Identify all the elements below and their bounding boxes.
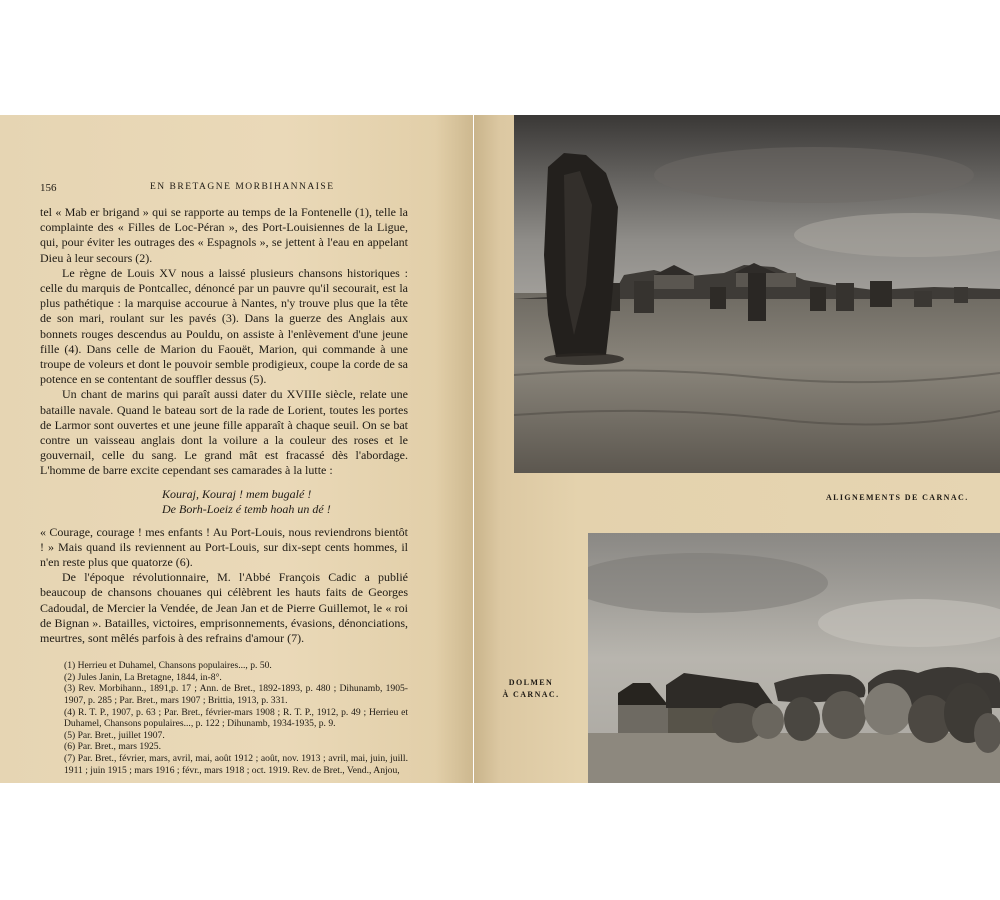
photo-caption: ALIGNEMENTS DE CARNAC. [826, 493, 969, 502]
body-text [40, 205, 408, 776]
book-spread [0, 115, 1000, 783]
dolmen-photo [588, 533, 1000, 783]
paragraph: Le règne de Louis XV nous a laissé plusieurs chansons historiques : celle du marquis de Pontcallec, dénoncé par un pauvre qu'il secourait, est la plus pathétique : la marquise accourue à Nantes, n'y trouve plus que la tête de son mari, roulant sur les pavés (3). Dans la guerze des Anglais aux bonnets rouges descendus au Pouldu, on assiste à l'enlèvement d'une jeune fille (4). Dans celle de Marion du Faouët, Marion, qui commande à une troupe de voleurs et dont le pouvoir semble prodigieux, coupe la corde de sa potence en se contentant de souffler dessus (5). [40, 265, 408, 387]
paragraph: De l'époque révolutionnaire, M. l'Abbé François Cadic a publié beaucoup de chansons chouanes qui célèbrent les hauts faits de Georges Cadoudal, de Mercier la Vendée, de Jean Jan et de Pierre Guillemot, le « roi de Bignan ». Batailles, victoires, emprisonnements, évasions, dénonciations, meurtres, sont mêlés parfois à des refrains d'amour (7). [40, 570, 408, 646]
verse [162, 487, 408, 517]
footnote: (5) Par. Bret., juillet 1907. [64, 729, 165, 741]
footnote: (7) Par. Bret., février, mars, avril, mai, août 1912 ; août, nov. 1913 ; avril, mai, juin, juill. 1911 ; juin 1915 ; mars 1916 ; févr., mars 1918 ; oct. 1919. Rev. de Bret., Vend., Anjou, [64, 753, 408, 776]
footnote: (1) Herrieu et Duhamel, Chansons populaires..., p. 50. [64, 660, 272, 672]
footnote: (4) R. T. P., 1907, p. 63 ; Par. Bret., février-mars 1908 ; R. T. P., 1912, p. 49 ; Herrieu et Duhamel, Chansons populaires..., p. 122 ; Dihunamb, 1934-1935, p. 9. [64, 706, 408, 730]
caption-line: À CARNAC. [502, 690, 560, 699]
verse-line: De Borh-Loeiz é temb hoah un dé ! [162, 501, 331, 516]
paragraph: Un chant de marins qui paraît aussi dater du XVIIIe siècle, relate une bataille navale. Quand le bateau sort de la rade de Lorient, toutes les portes de Larmor sont ouvertes et une jeune fille apparaît à chaque seuil. On se bat contre un vaisseau anglais dont la voilure a la couleur des roses et le gouvernail, celle du sang. Le grand mât est fracassé dès l'abordage. L'homme de barre excite cependant ses camarades à la lutte : [40, 387, 408, 478]
running-title: EN BRETAGNE MORBIHANNAISE [150, 182, 335, 192]
footnote: (6) Par. Bret., mars 1925. [64, 741, 161, 753]
footnote: (2) Jules Janin, La Bretagne, 1844, in-8°. [64, 671, 222, 683]
paragraph: « Courage, courage ! mes enfants ! Au Port-Louis, nous reviendrons bientôt ! » Mais quand ils reviennent au Port-Louis, sur dix-sept cents hommes, il n'en reste plus que quatorze (6). [40, 524, 408, 570]
footnotes [40, 660, 408, 776]
page-number: 156 [40, 182, 57, 194]
caption-line: DOLMEN [508, 678, 554, 687]
paragraph: tel « Mab er brigand » qui se rapporte au temps de la Fontenelle (1), telle la complainte des « Filles de Loc-Péran », des Port-Louisiennes de la Ligue, qui, pour éviter les outrages des « Espagnols », se jettent à l'eau en appelant Dieu à leur secours (2). [40, 205, 408, 265]
carnac-alignments-photo [514, 115, 1000, 473]
left-page [0, 115, 473, 783]
right-page [474, 115, 1000, 783]
verse-line: Kouraj, Kouraj ! mem bugalé ! [162, 486, 312, 501]
footnote: (3) Rev. Morbihann., 1891,p. 17 ; Ann. de Bret., 1892-1893, p. 480 ; Dihunamb, 1905-1907, p. 285 ; Par. Bret., mars 1907 ; Brittia, 1913, p. 331. [64, 683, 408, 707]
photo-caption [474, 677, 588, 701]
